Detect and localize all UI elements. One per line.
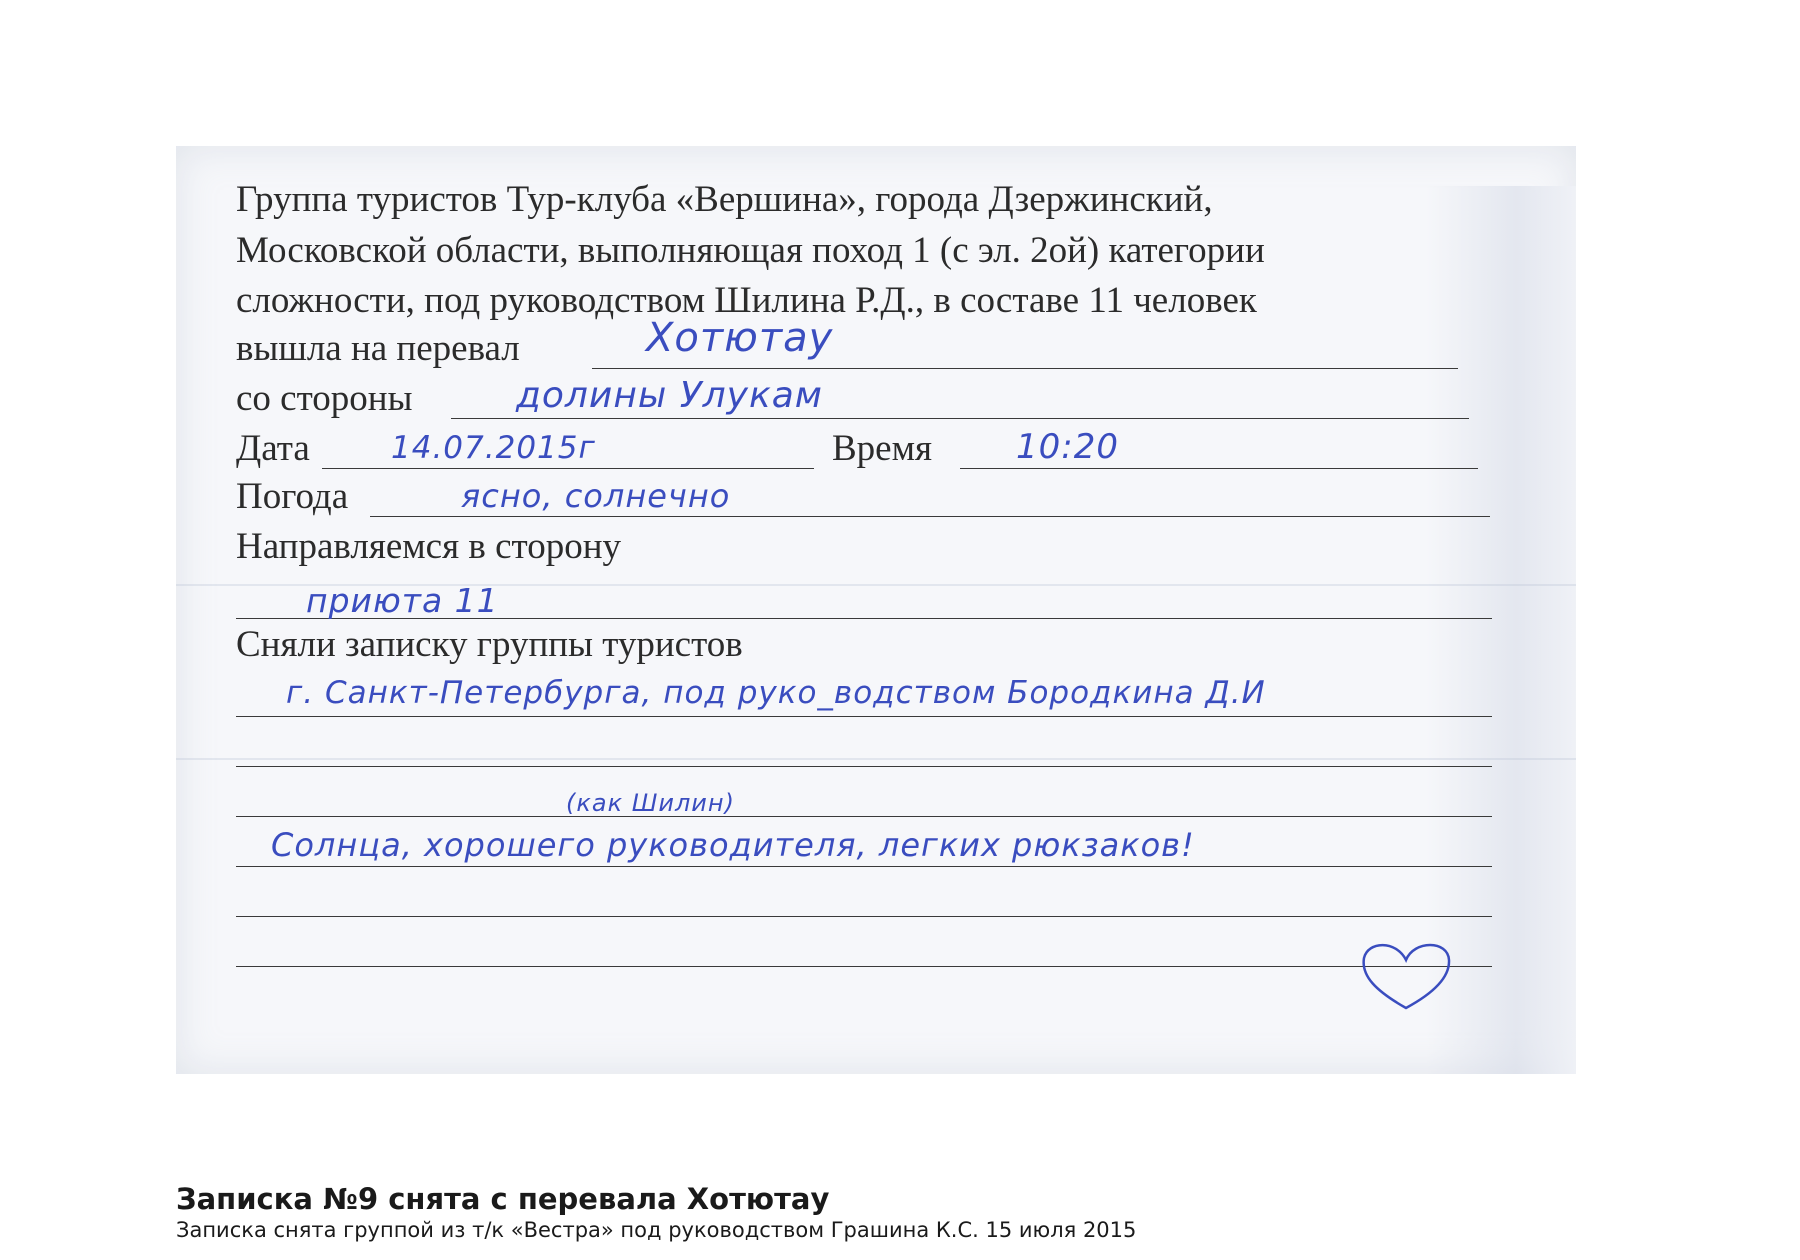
heart-icon (1356, 936, 1456, 1016)
handwritten-wishes: Солнца, хорошего руководителя, легких рюкзаков! (271, 826, 1195, 864)
form-line-3: сложности, под руководством Шилина Р.Д., в составе 11 человек (236, 280, 1257, 321)
form-line-1: Группа туристов Тур-клуба «Вершина», города Дзержинский, (236, 179, 1213, 220)
notes-rule (236, 766, 1492, 767)
date-rule (322, 468, 814, 469)
removed-label: Сняли записку группы туристов (236, 624, 743, 665)
notes-rule (236, 866, 1492, 867)
handwritten-direction: приюта 11 (306, 581, 499, 620)
handwritten-removed-group: г. Санкт-Петербурга, под руко_водством Бородкина Д.И (286, 675, 1266, 711)
date-label: Дата (236, 428, 310, 469)
handwritten-weather: ясно, солнечно (461, 477, 731, 515)
pass-label: вышла на перевал (236, 328, 520, 369)
notes-rule (236, 716, 1492, 717)
form-line-2: Московской области, выполняющая поход 1 (с эл. 2ой) категории (236, 230, 1265, 271)
notes-rule (236, 816, 1492, 817)
handwritten-date: 14.07.2015г (391, 430, 596, 466)
pass-rule (592, 368, 1458, 369)
caption-title: Записка №9 снята с перевала Хотютау (176, 1182, 830, 1216)
weather-rule (370, 516, 1490, 517)
handwritten-side: долины Улукам (516, 375, 823, 416)
side-label: со стороны (236, 378, 413, 419)
time-rule (960, 468, 1478, 469)
notes-rule (236, 966, 1492, 967)
caption-subtitle: Записка снята группой из т/к «Вестра» под руководством Грашина К.С. 15 июля 2015 (176, 1218, 1137, 1242)
handwritten-time: 10:20 (1016, 427, 1119, 467)
paper-crease (176, 758, 1576, 760)
summit-note-paper (176, 146, 1576, 1074)
weather-label: Погода (236, 476, 349, 517)
handwritten-pass: Хотютау (646, 315, 834, 361)
direction-label: Направляемся в сторону (236, 526, 621, 567)
handwritten-wishes-note: (как Шилин) (566, 789, 735, 817)
notes-rule (236, 916, 1492, 917)
time-label: Время (832, 428, 933, 469)
side-rule (451, 418, 1469, 419)
